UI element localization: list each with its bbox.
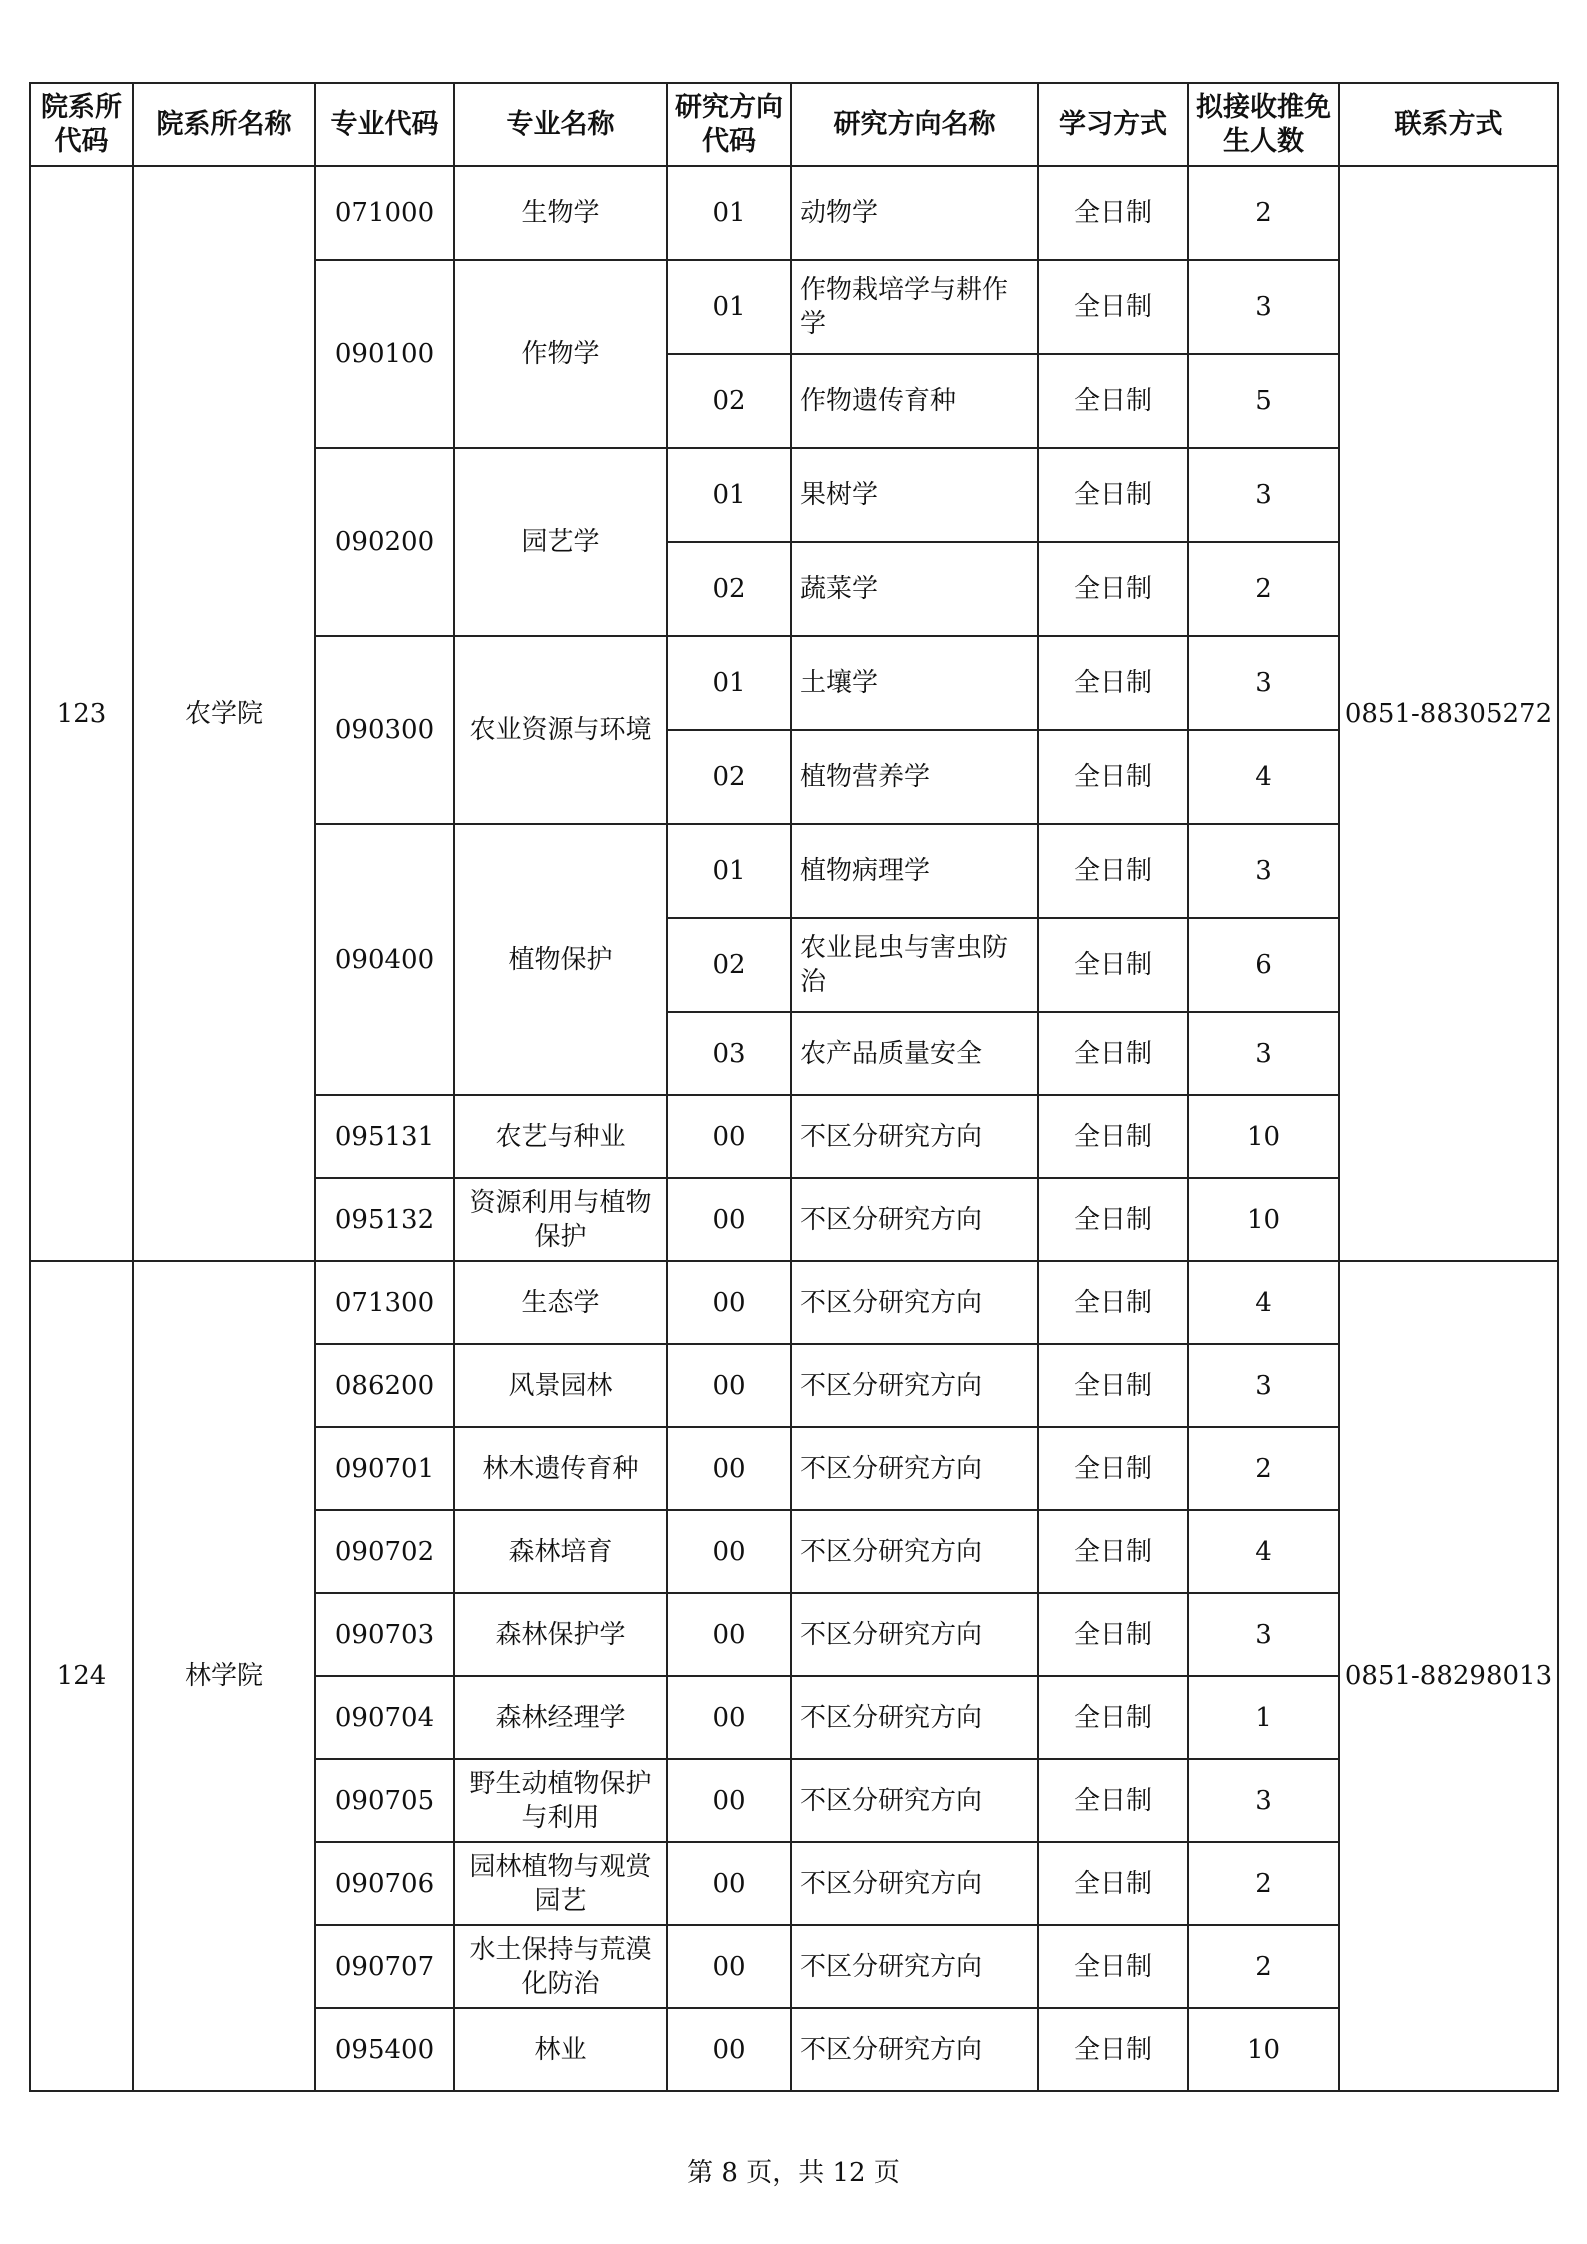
quota-cell: 3 [1188, 1344, 1339, 1427]
direction-code-cell: 01 [667, 448, 791, 542]
quota-cell: 10 [1188, 2008, 1339, 2091]
major-name-cell: 林业 [454, 2008, 667, 2091]
quota-cell: 4 [1188, 730, 1339, 824]
major-code-cell: 090705 [315, 1759, 454, 1842]
direction-name-cell: 不区分研究方向 [791, 1344, 1038, 1427]
dept-name-cell: 林学院 [133, 1261, 315, 2091]
study-mode-cell: 全日制 [1038, 1842, 1188, 1925]
direction-code-cell: 02 [667, 354, 791, 448]
direction-code-cell: 03 [667, 1012, 791, 1095]
major-code-cell: 090703 [315, 1593, 454, 1676]
major-name-cell: 风景园林 [454, 1344, 667, 1427]
table-row [30, 1261, 1558, 1344]
direction-code-cell: 00 [667, 1842, 791, 1925]
major-code-cell: 071300 [315, 1261, 454, 1344]
direction-name-cell: 作物遗传育种 [791, 354, 1038, 448]
direction-name-cell: 农产品质量安全 [791, 1012, 1038, 1095]
study-mode-cell: 全日制 [1038, 918, 1188, 1012]
direction-name-cell: 不区分研究方向 [791, 1676, 1038, 1759]
direction-code-cell: 01 [667, 824, 791, 918]
direction-name-cell: 农业昆虫与害虫防治 [791, 918, 1038, 1012]
direction-name-cell: 作物栽培学与耕作学 [791, 260, 1038, 354]
major-code-cell: 071000 [315, 166, 454, 260]
major-code-cell: 095131 [315, 1095, 454, 1178]
study-mode-cell: 全日制 [1038, 1344, 1188, 1427]
quota-cell: 3 [1188, 1012, 1339, 1095]
study-mode-cell: 全日制 [1038, 448, 1188, 542]
header-dept-name: 院系所名称 [133, 83, 315, 166]
major-name-cell: 生物学 [454, 166, 667, 260]
major-name-cell: 园艺学 [454, 448, 667, 636]
direction-code-cell: 00 [667, 1925, 791, 2008]
admission-table [29, 82, 1559, 2092]
major-name-cell: 林木遗传育种 [454, 1427, 667, 1510]
major-code-cell: 090707 [315, 1925, 454, 2008]
direction-name-cell: 不区分研究方向 [791, 1427, 1038, 1510]
header-dept-code: 院系所代码 [30, 83, 133, 166]
header-major-code: 专业代码 [315, 83, 454, 166]
quota-cell: 6 [1188, 918, 1339, 1012]
direction-code-cell: 00 [667, 1178, 791, 1261]
study-mode-cell: 全日制 [1038, 1759, 1188, 1842]
table-body [30, 166, 1558, 2091]
direction-code-cell: 00 [667, 1095, 791, 1178]
direction-name-cell: 动物学 [791, 166, 1038, 260]
header-contact: 联系方式 [1339, 83, 1558, 166]
study-mode-cell: 全日制 [1038, 636, 1188, 730]
direction-name-cell: 不区分研究方向 [791, 1510, 1038, 1593]
contact-cell: 0851-88305272 [1339, 166, 1558, 1261]
major-code-cell: 090704 [315, 1676, 454, 1759]
study-mode-cell: 全日制 [1038, 1178, 1188, 1261]
major-code-cell: 090706 [315, 1842, 454, 1925]
study-mode-cell: 全日制 [1038, 542, 1188, 636]
direction-code-cell: 02 [667, 730, 791, 824]
major-code-cell: 086200 [315, 1344, 454, 1427]
dept-code-cell: 123 [30, 166, 133, 1261]
major-code-cell: 090702 [315, 1510, 454, 1593]
quota-cell: 2 [1188, 542, 1339, 636]
direction-name-cell: 不区分研究方向 [791, 1593, 1038, 1676]
study-mode-cell: 全日制 [1038, 260, 1188, 354]
major-code-cell: 090100 [315, 260, 454, 448]
quota-cell: 2 [1188, 1842, 1339, 1925]
direction-name-cell: 土壤学 [791, 636, 1038, 730]
header-quota: 拟接收推免生人数 [1188, 83, 1339, 166]
quota-cell: 4 [1188, 1261, 1339, 1344]
major-name-cell: 作物学 [454, 260, 667, 448]
major-code-cell: 090300 [315, 636, 454, 824]
major-name-cell: 农业资源与环境 [454, 636, 667, 824]
major-name-cell: 森林培育 [454, 1510, 667, 1593]
direction-code-cell: 00 [667, 1344, 791, 1427]
quota-cell: 3 [1188, 824, 1339, 918]
dept-name-cell: 农学院 [133, 166, 315, 1261]
quota-cell: 3 [1188, 1759, 1339, 1842]
direction-name-cell: 植物营养学 [791, 730, 1038, 824]
direction-code-cell: 00 [667, 1593, 791, 1676]
major-name-cell: 园林植物与观赏园艺 [454, 1842, 667, 1925]
major-name-cell: 水土保持与荒漠化防治 [454, 1925, 667, 2008]
study-mode-cell: 全日制 [1038, 166, 1188, 260]
direction-code-cell: 02 [667, 918, 791, 1012]
quota-cell: 2 [1188, 1427, 1339, 1510]
header-direction-name: 研究方向名称 [791, 83, 1038, 166]
direction-name-cell: 不区分研究方向 [791, 1178, 1038, 1261]
direction-code-cell: 00 [667, 1427, 791, 1510]
header-major-name: 专业名称 [454, 83, 667, 166]
direction-name-cell: 不区分研究方向 [791, 1842, 1038, 1925]
quota-cell: 3 [1188, 1593, 1339, 1676]
major-name-cell: 资源利用与植物保护 [454, 1178, 667, 1261]
major-name-cell: 农艺与种业 [454, 1095, 667, 1178]
direction-code-cell: 02 [667, 542, 791, 636]
study-mode-cell: 全日制 [1038, 1095, 1188, 1178]
direction-code-cell: 00 [667, 2008, 791, 2091]
quota-cell: 2 [1188, 166, 1339, 260]
study-mode-cell: 全日制 [1038, 1676, 1188, 1759]
study-mode-cell: 全日制 [1038, 730, 1188, 824]
study-mode-cell: 全日制 [1038, 2008, 1188, 2091]
header-study-mode: 学习方式 [1038, 83, 1188, 166]
quota-cell: 10 [1188, 1095, 1339, 1178]
major-name-cell: 生态学 [454, 1261, 667, 1344]
direction-code-cell: 01 [667, 166, 791, 260]
direction-name-cell: 不区分研究方向 [791, 1759, 1038, 1842]
page-footer: 第 8 页，共 12 页 [687, 2158, 900, 2188]
header-row [30, 83, 1558, 166]
quota-cell: 5 [1188, 354, 1339, 448]
study-mode-cell: 全日制 [1038, 1510, 1188, 1593]
major-code-cell: 095132 [315, 1178, 454, 1261]
direction-code-cell: 00 [667, 1510, 791, 1593]
direction-name-cell: 果树学 [791, 448, 1038, 542]
table-row [30, 166, 1558, 260]
quota-cell: 3 [1188, 260, 1339, 354]
quota-cell: 1 [1188, 1676, 1339, 1759]
study-mode-cell: 全日制 [1038, 354, 1188, 448]
quota-cell: 2 [1188, 1925, 1339, 2008]
direction-name-cell: 蔬菜学 [791, 542, 1038, 636]
direction-code-cell: 00 [667, 1759, 791, 1842]
major-name-cell: 森林保护学 [454, 1593, 667, 1676]
major-name-cell: 野生动植物保护与利用 [454, 1759, 667, 1842]
direction-name-cell: 植物病理学 [791, 824, 1038, 918]
header-direction-code: 研究方向代码 [667, 83, 791, 166]
quota-cell: 4 [1188, 1510, 1339, 1593]
direction-name-cell: 不区分研究方向 [791, 2008, 1038, 2091]
quota-cell: 10 [1188, 1178, 1339, 1261]
direction-code-cell: 00 [667, 1261, 791, 1344]
contact-cell: 0851-88298013 [1339, 1261, 1558, 2091]
direction-name-cell: 不区分研究方向 [791, 1925, 1038, 2008]
major-code-cell: 090200 [315, 448, 454, 636]
direction-name-cell: 不区分研究方向 [791, 1261, 1038, 1344]
quota-cell: 3 [1188, 448, 1339, 542]
major-code-cell: 095400 [315, 2008, 454, 2091]
study-mode-cell: 全日制 [1038, 1261, 1188, 1344]
direction-code-cell: 01 [667, 260, 791, 354]
major-name-cell: 植物保护 [454, 824, 667, 1095]
direction-code-cell: 01 [667, 636, 791, 730]
dept-code-cell: 124 [30, 1261, 133, 2091]
direction-name-cell: 不区分研究方向 [791, 1095, 1038, 1178]
quota-cell: 3 [1188, 636, 1339, 730]
direction-code-cell: 00 [667, 1676, 791, 1759]
study-mode-cell: 全日制 [1038, 1593, 1188, 1676]
study-mode-cell: 全日制 [1038, 824, 1188, 918]
study-mode-cell: 全日制 [1038, 1427, 1188, 1510]
major-code-cell: 090701 [315, 1427, 454, 1510]
study-mode-cell: 全日制 [1038, 1925, 1188, 2008]
major-name-cell: 森林经理学 [454, 1676, 667, 1759]
study-mode-cell: 全日制 [1038, 1012, 1188, 1095]
major-code-cell: 090400 [315, 824, 454, 1095]
